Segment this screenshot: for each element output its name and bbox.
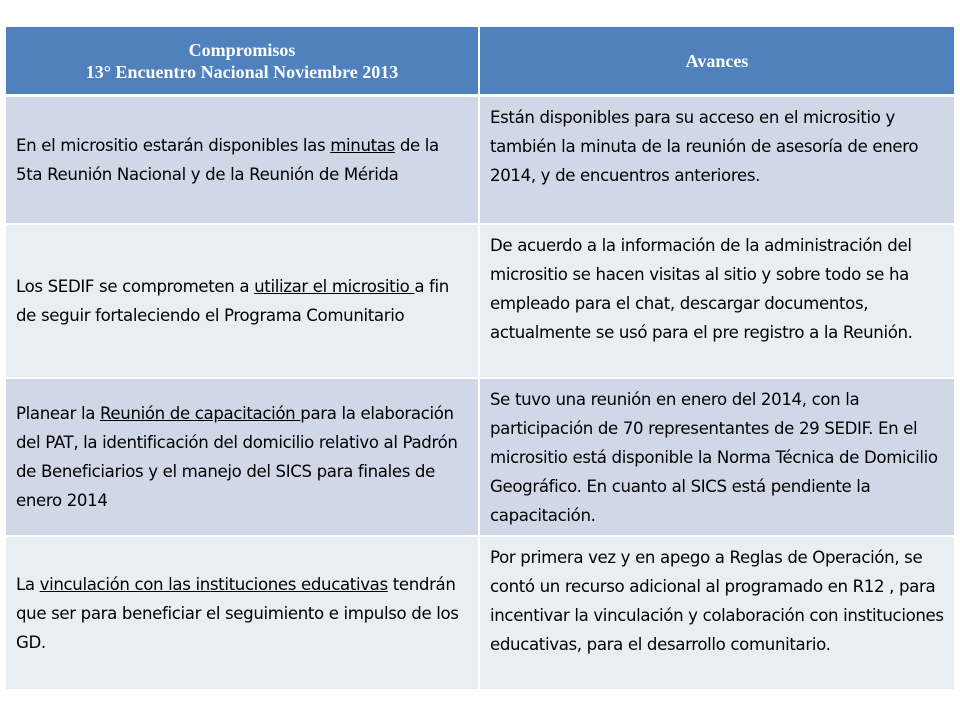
commitment-cell [6,379,480,537]
commitment-cell [6,537,480,691]
progress-cell: De acuerdo a la información de la administración del micrositio se hacen visitas al sitio y sobre todo se ha empleado para el chat, descargar documentos, actualmente se usó para el pre registro a la Reunión. [480,225,954,379]
progress-cell: Se tuvo una reunión en enero del 2014, con la participación de 70 representantes de 29 SEDIF. En el micrositio está disponible la Norma Técnica de Domicilio Geográfico. En cuanto al SICS está pendiente la capacitación. [480,379,954,537]
header-compromisos-title: Compromisos [188,39,296,60]
commitment-underlined-text: minutas [330,136,395,155]
commitment-text: Los SEDIF se comprometen a [16,277,255,296]
table-row [6,537,954,691]
commitment-cell [6,225,480,379]
header-avances: Avances [480,27,954,97]
commitment-text: En el micrositio estarán disponibles las [16,136,331,155]
table-row [6,97,954,225]
commitment-text: tendrán que ser para beneficiar el seguimiento e impulso de los GD. [16,574,459,652]
commitment-text: para la elaboración del PAT, la identificación del domicilio relativo al Padrón de Beneficiarios y el manejo del SICS para finales de enero 2014 [16,404,458,510]
commitment-underlined-text: utilizar el micrositio [254,277,415,296]
commitments-table [6,27,954,691]
header-compromisos-subtitle: 13° Encuentro Nacional Noviembre 2013 [85,61,399,82]
commitment-underlined-text: Reunión de capacitación [99,404,301,423]
table-header-row [6,27,954,97]
table-row [6,225,954,379]
progress-cell: Están disponibles para su acceso en el micrositio y también la minuta de la reunión de asesoría de enero 2014, y de encuentros anteriores. [480,97,954,225]
header-compromisos [6,27,480,97]
commitment-text: Planear la [16,404,100,423]
commitment-cell [6,97,480,225]
table-row [6,379,954,537]
progress-cell: Por primera vez y en apego a Reglas de Operación, se contó un recurso adicional al programado en R12 , para incentivar la vinculación y colaboración con instituciones educativas, para el desarrollo comunitario. [480,537,954,691]
commitment-text: La [16,574,40,594]
commitment-text: de la 5ta Reunión Nacional y de la Reunión de Mérida [16,136,439,184]
commitment-text: a fin de seguir fortaleciendo el Programa Comunitario [16,277,449,325]
commitment-underlined-text: vinculación con las instituciones educativas [39,574,388,594]
